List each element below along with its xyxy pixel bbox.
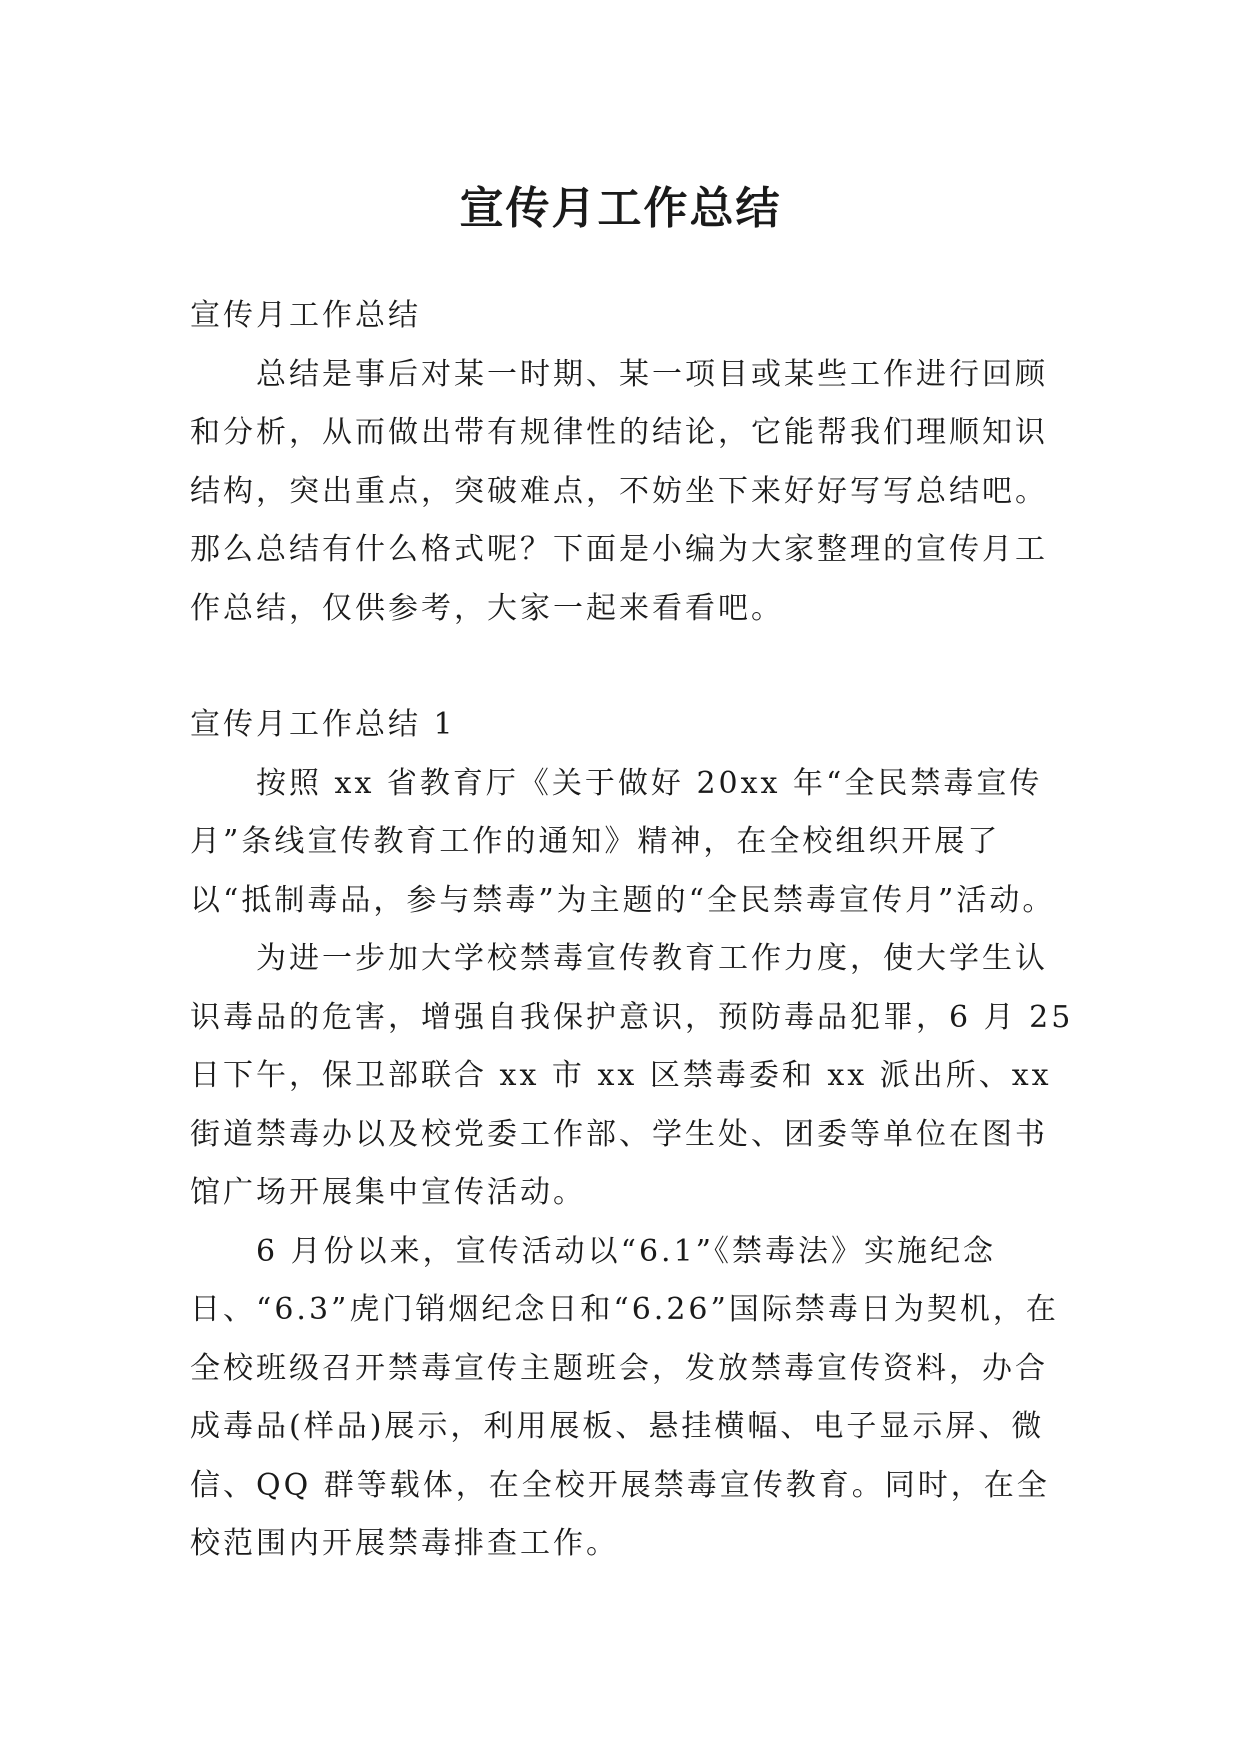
- section-1-paragraph-3: 6 月份以来，宣传活动以“6.1”《禁毒法》实施纪念日、“6.3”虎门销烟纪念日和“6.26”国际禁毒日为契机，在全校班级召开禁毒宣传主题班会，发放禁毒宣传资料，办合成毒品(样品)展示，利用展板、悬挂横幅、电子显示屏、微信、QQ 群等载体，在全校开展禁毒宣传教育。同时，在全校范围内开展禁毒排查工作。: [190, 1233, 1059, 1561]
- intro-heading: 宣传月工作总结: [190, 298, 421, 333]
- section-1-paragraph-2: 为进一步加大学校禁毒宣传教育工作力度，使大学生认识毒品的危害，增强自我保护意识，预防毒品犯罪，6 月 25 日下午，保卫部联合 xx 市 xx 区禁毒委和 xx 派出所、xx 街道禁毒办以及校党委工作部、学生处、团委等单位在图书馆广场开展集中宣传活动。: [190, 941, 1074, 1210]
- document-body: [190, 287, 1080, 1574]
- section-1-heading: 宣传月工作总结 1: [190, 707, 456, 742]
- document-title: 宣传月工作总结: [459, 183, 782, 235]
- section-1-paragraph-1: 按照 xx 省教育厅《关于做好 20xx 年“全民禁毒宣传月”条线宣传教育工作的通知》精神，在全校组织开展了以“抵制毒品，参与禁毒”为主题的“全民禁毒宣传月”活动。: [190, 765, 1056, 918]
- section-spacer: [190, 638, 1080, 696]
- intro-paragraph: 总结是事后对某一时期、某一项目或某些工作进行回顾和分析，从而做出带有规律性的结论，它能帮我们理顺知识结构，突出重点，突破难点，不妨坐下来好好写写总结吧。那么总结有什么格式呢？下面是小编为大家整理的宣传月工作总结，仅供参考，大家一起来看看吧。: [190, 356, 1048, 626]
